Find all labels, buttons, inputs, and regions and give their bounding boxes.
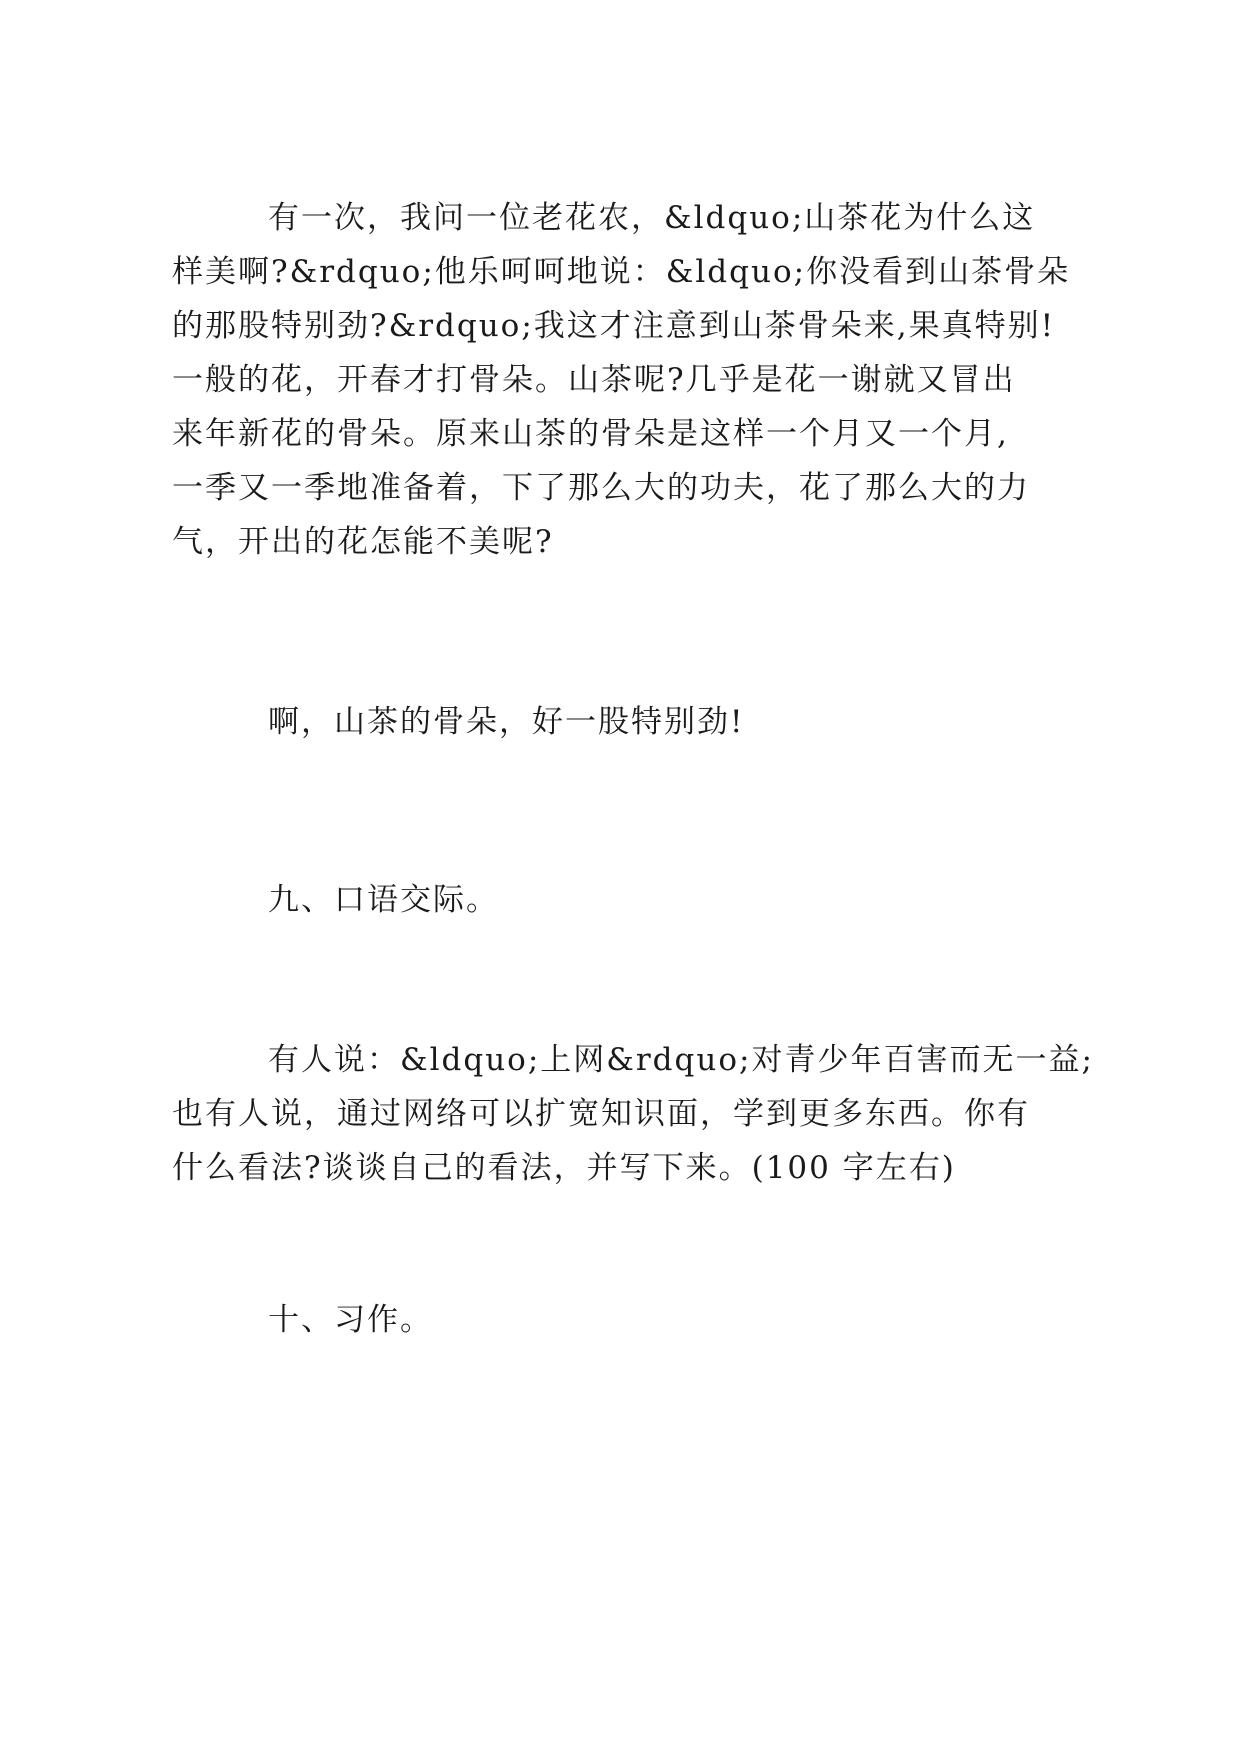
paragraph-2: 啊，山茶的骨朵，好一股特别劲! — [268, 704, 745, 740]
paragraph-1-line-7: 气，开出的花怎能不美呢? — [172, 524, 554, 560]
paragraph-3-line-3: 什么看法?谈谈自己的看法，并写下来。(100 字左右) — [172, 1150, 956, 1186]
paragraph-1-line-5: 来年新花的骨朵。原来山茶的骨朵是这样一个月又一个月, — [172, 416, 1009, 452]
paragraph-1-line-1: 有一次，我问一位老花农，&ldquo;山茶花为什么这 — [268, 200, 1036, 236]
paragraph-3-line-1: 有人说：&ldquo;上网&rdquo;对青少年百害而无一益; — [268, 1042, 1094, 1078]
heading-10: 十、习作。 — [268, 1302, 433, 1338]
paragraph-1-line-2: 样美啊?&rdquo;他乐呵呵地说：&ldquo;你没看到山茶骨朵 — [172, 254, 1071, 290]
paragraph-3-line-2: 也有人说，通过网络可以扩宽知识面，学到更多东西。你有 — [172, 1096, 1030, 1132]
paragraph-1-line-4: 一般的花，开春才打骨朵。山茶呢?几乎是花一谢就又冒出 — [172, 362, 1016, 398]
heading-9: 九、口语交际。 — [268, 882, 499, 918]
paragraph-1-line-6: 一季又一季地准备着，下了那么大的功夫，花了那么大的力 — [172, 470, 1030, 506]
paragraph-1-line-3: 的那股特别劲?&rdquo;我这才注意到山茶骨朵来,果真特别! — [172, 308, 1056, 344]
